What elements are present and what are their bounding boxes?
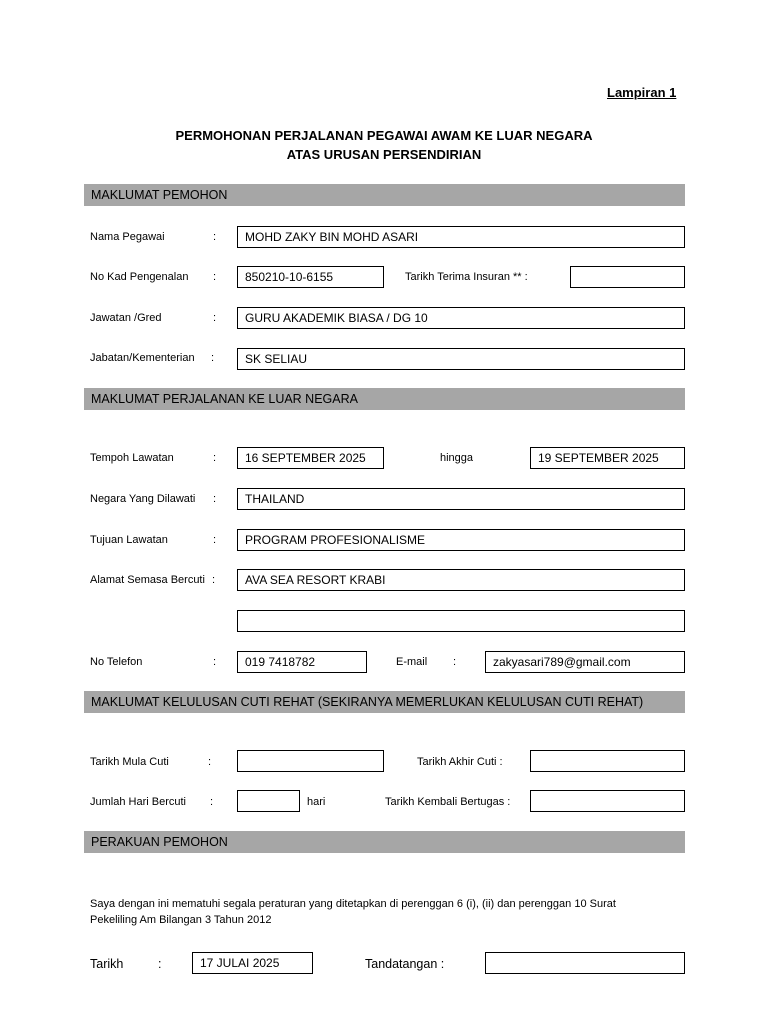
- colon: :: [213, 452, 217, 464]
- no-kad-pengenalan-field[interactable]: 850210-10-6155: [237, 266, 384, 288]
- hingga-label: hingga: [440, 452, 474, 464]
- alamat-semasa-bercuti-label: Alamat Semasa Bercuti: [90, 574, 205, 586]
- colon: :: [158, 957, 162, 971]
- colon: :: [453, 656, 457, 668]
- jawatan-gred-label: Jawatan /Gred: [90, 312, 162, 324]
- colon: :: [212, 574, 216, 586]
- nama-pegawai-label: Nama Pegawai: [90, 231, 165, 243]
- jumlah-hari-bercuti-field[interactable]: [237, 790, 300, 812]
- tarikh-field[interactable]: 17 JULAI 2025: [192, 952, 313, 974]
- tarikh-mula-cuti-field[interactable]: [237, 750, 384, 772]
- tempoh-lawatan-to-field[interactable]: 19 SEPTEMBER 2025: [530, 447, 685, 469]
- no-kad-pengenalan-label: No Kad Pengenalan: [90, 271, 189, 283]
- email-label: E-mail: [396, 656, 428, 668]
- tarikh-kembali-bertugas-label: Tarikh Kembali Bertugas :: [385, 796, 511, 808]
- form-title-line1: PERMOHONAN PERJALANAN PEGAWAI AWAM KE LUAR NEGARA: [175, 128, 593, 143]
- colon: :: [211, 352, 215, 364]
- hari-label: hari: [307, 796, 326, 808]
- alamat-line2-field[interactable]: [237, 610, 685, 632]
- colon: :: [213, 493, 217, 505]
- lampiran-label: Lampiran 1: [607, 85, 677, 100]
- no-telefon-field[interactable]: 019 7418782: [237, 651, 367, 673]
- tempoh-lawatan-label: Tempoh Lawatan: [90, 452, 174, 464]
- tujuan-lawatan-label: Tujuan Lawatan: [90, 534, 168, 546]
- colon: :: [213, 231, 217, 243]
- colon: :: [213, 656, 217, 668]
- section-heading-perakuan-pemohon: PERAKUAN PEMOHON: [84, 831, 685, 853]
- statement-line1: Saya dengan ini mematuhi segala peraturan yang ditetapkan di perenggan 6 (i), (ii) dan perenggan 10 Surat: [90, 898, 616, 910]
- section-heading-maklumat-perjalanan: MAKLUMAT PERJALANAN KE LUAR NEGARA: [84, 388, 685, 410]
- tempoh-lawatan-from-field[interactable]: 16 SEPTEMBER 2025: [237, 447, 384, 469]
- tarikh-akhir-cuti-field[interactable]: [530, 750, 685, 772]
- colon: :: [208, 756, 212, 768]
- alamat-line1-field[interactable]: AVA SEA RESORT KRABI: [237, 569, 685, 591]
- nama-pegawai-field[interactable]: MOHD ZAKY BIN MOHD ASARI: [237, 226, 685, 248]
- email-field[interactable]: zakyasari789@gmail.com: [485, 651, 685, 673]
- tandatangan-label: Tandatangan :: [365, 957, 445, 971]
- jumlah-hari-bercuti-label: Jumlah Hari Bercuti: [90, 796, 186, 808]
- statement-line2: Pekeliling Am Bilangan 3 Tahun 2012: [90, 914, 272, 926]
- jabatan-kementerian-label: Jabatan/Kementerian: [90, 352, 195, 364]
- no-telefon-label: No Telefon: [90, 656, 143, 668]
- negara-dilawati-field[interactable]: THAILAND: [237, 488, 685, 510]
- tarikh-terima-insuran-field[interactable]: [570, 266, 685, 288]
- tarikh-label: Tarikh: [90, 957, 124, 971]
- tarikh-akhir-cuti-label: Tarikh Akhir Cuti :: [417, 756, 503, 768]
- section-heading-kelulusan-cuti: MAKLUMAT KELULUSAN CUTI REHAT (SEKIRANYA MEMERLUKAN KELULUSAN CUTI REHAT): [84, 691, 685, 713]
- negara-dilawati-label: Negara Yang Dilawati: [90, 493, 196, 505]
- colon: :: [213, 534, 217, 546]
- tarikh-kembali-bertugas-field[interactable]: [530, 790, 685, 812]
- tujuan-lawatan-field[interactable]: PROGRAM PROFESIONALISME: [237, 529, 685, 551]
- tarikh-mula-cuti-label: Tarikh Mula Cuti: [90, 756, 169, 768]
- colon: :: [213, 312, 217, 324]
- form-title-line2: ATAS URUSAN PERSENDIRIAN: [286, 147, 482, 162]
- colon: :: [210, 796, 214, 808]
- colon: :: [213, 271, 217, 283]
- tandatangan-field[interactable]: [485, 952, 685, 974]
- section-heading-maklumat-pemohon: MAKLUMAT PEMOHON: [84, 184, 685, 206]
- jawatan-gred-field[interactable]: GURU AKADEMIK BIASA / DG 10: [237, 307, 685, 329]
- jabatan-kementerian-field[interactable]: SK SELIAU: [237, 348, 685, 370]
- tarikh-terima-insuran-label: Tarikh Terima Insuran ** :: [405, 271, 528, 283]
